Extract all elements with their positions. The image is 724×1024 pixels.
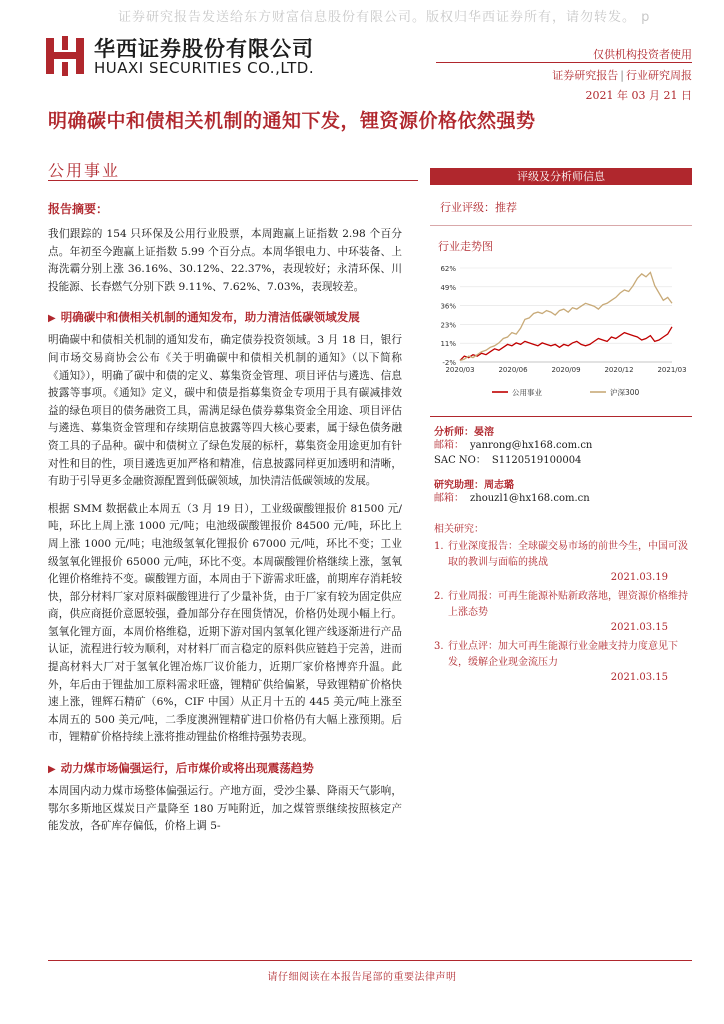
industry-label: 公用事业 bbox=[48, 161, 121, 180]
assistant-email[interactable]: zhouzl1@hx168.com.cn bbox=[470, 493, 590, 504]
chart-series-line bbox=[460, 272, 672, 360]
sidebar bbox=[430, 168, 692, 685]
related-item-number: 2. bbox=[434, 591, 444, 602]
report-type: 证券研究报告 | 行业研究周报 bbox=[552, 69, 692, 82]
industry-divider bbox=[48, 180, 418, 181]
company-logo bbox=[46, 36, 84, 76]
company-name-cn: 华西证券股份有限公司 bbox=[94, 37, 314, 61]
section2-body: 本周国内动力煤市场整体偏强运行。产地方面，受沙尘暴、降雨天气影响，鄂尔多斯地区煤炭日产量降至 180 万吨附近，加之煤管票继续按照核定产能发放，各矿库存偏低，价格上调 5- bbox=[48, 785, 402, 833]
analyst-sac-label: SAC NO： bbox=[434, 455, 486, 466]
watermark-text: 证券研究报告发送给东方财富信息股份有限公司。版权归华西证券所有，请勿转发。 p bbox=[118, 10, 651, 25]
related-item-date: 2021.03.15 bbox=[610, 622, 668, 633]
chart-y-tick: 49% bbox=[440, 283, 456, 292]
summary-intro: 我们跟踪的 154 只环保及公用行业股票，本周跑赢上证指数 2.98 个百分点。年初至今跑赢上证指数 5.99 个百分点。本周华银电力、中环装备、上海洗霸分别上涨 36.16%、30.12%、22.37%，表现较好；永清环保、川投能源、长春燃气分别下跌 9.11%、7.62%、7.03%，表现较差。 bbox=[48, 228, 402, 293]
related-item-number: 3. bbox=[434, 641, 444, 652]
summary-label: 报告摘要： bbox=[48, 202, 109, 216]
report-type-a: 证券研究报告 bbox=[552, 69, 619, 82]
footer-disclaimer: 请仔细阅读在本报告尾部的重要法律声明 bbox=[267, 972, 457, 983]
chart-x-tick: 2020/03 bbox=[445, 366, 475, 374]
section1-heading bbox=[48, 308, 402, 328]
section1-heading-text: 明确碳中和债相关机制的通知发布，助力清洁低碳领域发展 bbox=[60, 310, 360, 325]
analyst-email-label: 邮箱： bbox=[434, 440, 464, 451]
industry-rating: 行业评级：推荐 bbox=[440, 201, 517, 214]
chart-x-tick: 2020/09 bbox=[551, 366, 581, 374]
trend-chart-svg bbox=[430, 262, 692, 412]
chart-y-tick: 36% bbox=[440, 302, 456, 311]
chart-title: 行业走势图 bbox=[438, 240, 493, 253]
chart-x-tick: 2021/03 bbox=[657, 366, 687, 374]
analyst-block bbox=[430, 416, 692, 506]
related-item-text[interactable]: 行业点评：加大可再生能源行业金融支持力度意见下发，缓解企业现金流压力 bbox=[448, 641, 678, 668]
related-item-text[interactable]: 行业周报：可再生能源补贴新政落地，锂资源价格维持上涨态势 bbox=[448, 591, 688, 618]
report-type-b: 行业研究周报 bbox=[626, 69, 692, 82]
section2-heading bbox=[48, 759, 402, 779]
related-item[interactable] bbox=[430, 639, 692, 670]
related-item[interactable] bbox=[430, 589, 692, 620]
assistant-email-line bbox=[434, 491, 688, 506]
chart-y-tick: 23% bbox=[440, 321, 456, 330]
footer-divider bbox=[48, 960, 692, 961]
chart-y-tick: 62% bbox=[440, 265, 456, 273]
header-divider bbox=[436, 62, 692, 63]
trend-chart bbox=[430, 262, 692, 412]
sidebar-header: 评级及分析师信息 bbox=[430, 168, 692, 185]
investor-note: 仅供机构投资者使用 bbox=[593, 48, 692, 61]
related-item-date: 2021.03.15 bbox=[610, 672, 668, 683]
report-date: 2021 年 03 月 21 日 bbox=[585, 89, 692, 102]
triangle-bullet-icon: ▶ bbox=[48, 764, 56, 776]
company-name-en: HUAXI SECURITIES CO.,LTD. bbox=[94, 59, 315, 77]
assistant-name: 研究助理：周志璐 bbox=[434, 480, 514, 491]
section1-body-2: 根据 SMM 数据截止本周五（3 月 19 日），工业级碳酸锂报价 81500 元/吨，环比上周上涨 1000 元/吨；电池级碳酸锂报价 84500 元/吨，环比上周上涨 1000 元/吨；电池级氢氧化锂报价 67000 元/吨，环比不变；工业级氢氧化锂报价 65000 元/吨，环比不变。本周碳酸锂价格继续上涨，氢氧化锂价格维持不变。碳酸锂方面，本周由于下游需求旺盛，前期库存消耗较快，部分材料厂家对原料碳酸锂进行了少量补货，由于厂家有较为固定供应商，供应商挺价意愿较强，叠加部分存在囤货情况，价格仍处现小幅上行。氢氧化锂方面，本周价格维稳，近期下游对国内氢氧化锂产线逐渐进行产品认证，流程进行较为顺利，对材料厂而言稳定的原料供应链趋于完善，进而提高材料大厂对于氢氧化锂冶炼厂议价能力，近期厂家价格博弈升温。此外，年后由于锂盐加工原料需求旺盛，锂精矿供给偏紧，导致锂精矿价格快速上涨，锂辉石精矿（6%，CIF 中国）从正月十五的 445 美元/吨上涨至本周五的 500 美元/吨，二季度澳洲锂精矿进口价格仍有大幅上涨预期。后市，锂精矿价格持续上涨将推动锂盐价格维持强势表现。 bbox=[48, 502, 402, 744]
section2-heading-text: 动力煤市场偏强运行，后市煤价或将出现震荡趋势 bbox=[60, 761, 314, 776]
summary-column bbox=[48, 200, 402, 842]
related-item-number: 1. bbox=[434, 541, 444, 552]
chart-x-tick: 2020/06 bbox=[498, 366, 528, 374]
report-title: 明确碳中和债相关机制的通知下发，锂资源价格依然强势 bbox=[48, 110, 536, 132]
chart-x-tick: 2020/12 bbox=[604, 366, 634, 374]
chart-series-line bbox=[460, 327, 672, 361]
related-item-date: 2021.03.19 bbox=[610, 572, 668, 583]
chart-legend-label: 公用事业 bbox=[512, 388, 542, 397]
related-item[interactable] bbox=[430, 539, 692, 570]
chart-y-tick: 11% bbox=[440, 340, 456, 349]
analyst-email-line bbox=[434, 438, 688, 453]
analyst-email[interactable]: yanrong@hx168.com.cn bbox=[470, 440, 593, 451]
analyst-sac: S1120519100004 bbox=[491, 455, 582, 466]
related-research-title: 相关研究： bbox=[434, 524, 484, 535]
section1-body: 明确碳中和债相关机制的通知发布，确定债券投资领域。3 月 18 日，银行间市场交易商协会公布《关于明确碳中和债相关机制的通知》（以下简称《通知》），明确了碳中和债的定义、募集资金管理、项目评估与遴选、信息披露等事项。《通知》定义，碳中和债是指募集资金专项用于具有碳减排效益的绿色项目的债务融资工具，需满足绿色债券募集资金全用途、项目评估与遴选、募集资金管理和存续期信息披露等四大核心要素，属于绿色债务融资工具的子品种。碳中和债树立了绿色发展的标杆，募集资金用途更加有针对性和目的性，项目遴选更加严格和精准，信息披露同样更加透明和清晰，有助于引导更多金融资源配置到低碳领域，加快清洁低碳领域的发展。 bbox=[48, 334, 402, 488]
related-research-list bbox=[430, 539, 692, 685]
assistant-email-label: 邮箱： bbox=[434, 493, 464, 504]
rating-divider bbox=[430, 225, 692, 226]
analyst-sac-line bbox=[434, 453, 688, 468]
chart-legend-label: 沪深300 bbox=[610, 388, 640, 397]
chart-y-tick: -2% bbox=[442, 359, 456, 367]
analyst-name: 分析师：晏溶 bbox=[434, 427, 494, 438]
related-item-text[interactable]: 行业深度报告：全球碳交易市场的前世今生，中国可汲取的教训与面临的挑战 bbox=[448, 541, 688, 568]
triangle-bullet-icon: ▶ bbox=[48, 313, 56, 325]
